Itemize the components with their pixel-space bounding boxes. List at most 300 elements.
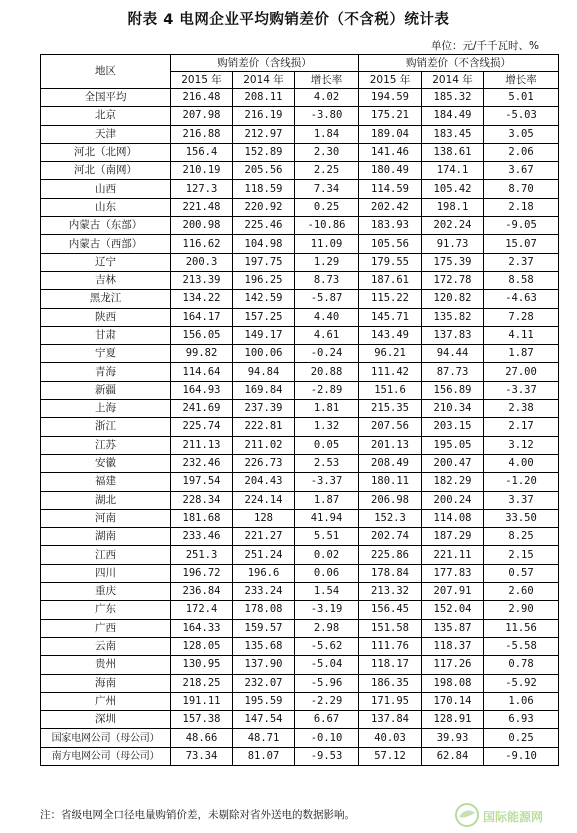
value-cell: -5.96 (295, 674, 359, 692)
value-cell: 6.67 (295, 711, 359, 729)
region-cell: 天津 (41, 125, 171, 143)
value-cell: -9.53 (295, 747, 359, 765)
value-cell: 171.95 (359, 692, 422, 710)
region-cell: 陕西 (41, 308, 171, 326)
value-cell: -5.92 (484, 674, 559, 692)
value-cell: 137.84 (359, 711, 422, 729)
value-cell: 1.81 (295, 400, 359, 418)
value-cell: 172.78 (422, 271, 484, 289)
value-cell: 206.98 (359, 491, 422, 509)
header-2015-a: 2015 年 (171, 72, 233, 89)
value-cell: 120.82 (422, 290, 484, 308)
value-cell: 216.48 (171, 89, 233, 107)
value-cell: 3.05 (484, 125, 559, 143)
value-cell: 156.05 (171, 326, 233, 344)
value-cell: 185.32 (422, 89, 484, 107)
value-cell: 118.17 (359, 656, 422, 674)
value-cell: 114.08 (422, 509, 484, 527)
value-cell: -5.04 (295, 656, 359, 674)
value-cell: 2.37 (484, 253, 559, 271)
region-cell: 全国平均 (41, 89, 171, 107)
value-cell: 0.06 (295, 564, 359, 582)
footnote: 注：省级电网全口径电量购销价差，未剔除对省外送电的数据影响。 (40, 809, 355, 821)
value-cell: 149.17 (233, 326, 295, 344)
value-cell: 175.39 (422, 253, 484, 271)
value-cell: 135.68 (233, 637, 295, 655)
value-cell: 115.22 (359, 290, 422, 308)
table-row (41, 125, 559, 143)
header-2014-b: 2014 年 (422, 72, 484, 89)
value-cell: 15.07 (484, 235, 559, 253)
table-row (41, 235, 559, 253)
value-cell: 198.1 (422, 198, 484, 216)
table-row (41, 143, 559, 161)
value-cell: 7.34 (295, 180, 359, 198)
region-cell: 安徽 (41, 454, 171, 472)
value-cell: 211.02 (233, 436, 295, 454)
value-cell: 96.21 (359, 345, 422, 363)
value-cell: 200.3 (171, 253, 233, 271)
region-cell: 内蒙古（东部） (41, 217, 171, 235)
value-cell: 221.27 (233, 528, 295, 546)
region-cell: 南方电网公司（母公司） (41, 747, 171, 765)
price-diff-table (40, 54, 559, 766)
header-group-with-loss: 购销差价（含线损） (171, 55, 359, 72)
value-cell: 225.86 (359, 546, 422, 564)
value-cell: 2.30 (295, 143, 359, 161)
value-cell: 111.76 (359, 637, 422, 655)
value-cell: -3.80 (295, 107, 359, 125)
value-cell: 226.73 (233, 454, 295, 472)
value-cell: 195.59 (233, 692, 295, 710)
region-cell: 北京 (41, 107, 171, 125)
value-cell: 210.34 (422, 400, 484, 418)
value-cell: 204.43 (233, 473, 295, 491)
value-cell: -5.87 (295, 290, 359, 308)
value-cell: -5.03 (484, 107, 559, 125)
value-cell: -0.24 (295, 345, 359, 363)
region-cell: 广西 (41, 619, 171, 637)
watermark-text: 国际能源网 (483, 810, 544, 824)
header-2015-b: 2015 年 (359, 72, 422, 89)
value-cell: 215.35 (359, 400, 422, 418)
value-cell: -3.37 (295, 473, 359, 491)
value-cell: 191.11 (171, 692, 233, 710)
value-cell: 164.17 (171, 308, 233, 326)
value-cell: 203.15 (422, 418, 484, 436)
value-cell: 159.57 (233, 619, 295, 637)
value-cell: 2.53 (295, 454, 359, 472)
value-cell: 182.29 (422, 473, 484, 491)
region-cell: 河北（南网） (41, 162, 171, 180)
value-cell: 156.45 (359, 601, 422, 619)
value-cell: 0.25 (295, 198, 359, 216)
value-cell: 218.25 (171, 674, 233, 692)
value-cell: 4.11 (484, 326, 559, 344)
region-cell: 青海 (41, 363, 171, 381)
table-row (41, 747, 559, 765)
value-cell: 105.42 (422, 180, 484, 198)
value-cell: 128 (233, 509, 295, 527)
value-cell: 156.4 (171, 143, 233, 161)
value-cell: 208.11 (233, 89, 295, 107)
value-cell: 177.83 (422, 564, 484, 582)
value-cell: -3.19 (295, 601, 359, 619)
value-cell: 135.87 (422, 619, 484, 637)
value-cell: 99.82 (171, 345, 233, 363)
value-cell: 33.50 (484, 509, 559, 527)
table-row (41, 217, 559, 235)
globe-leaf-icon (453, 801, 481, 829)
region-cell: 云南 (41, 637, 171, 655)
value-cell: 105.56 (359, 235, 422, 253)
value-cell: 197.54 (171, 473, 233, 491)
table-row (41, 198, 559, 216)
region-cell: 广东 (41, 601, 171, 619)
unit-label: 单位：元/千千瓦时、% (430, 40, 539, 52)
value-cell: -5.62 (295, 637, 359, 655)
header-group-without-loss: 购销差价（不含线损） (359, 55, 559, 72)
region-cell: 山西 (41, 180, 171, 198)
value-cell: 3.12 (484, 436, 559, 454)
value-cell: 2.17 (484, 418, 559, 436)
value-cell: 0.02 (295, 546, 359, 564)
value-cell: 8.70 (484, 180, 559, 198)
value-cell: 100.06 (233, 345, 295, 363)
value-cell: 1.32 (295, 418, 359, 436)
value-cell: 164.93 (171, 381, 233, 399)
value-cell: 196.6 (233, 564, 295, 582)
value-cell: 1.87 (484, 345, 559, 363)
value-cell: 236.84 (171, 583, 233, 601)
value-cell: 194.59 (359, 89, 422, 107)
value-cell: -4.63 (484, 290, 559, 308)
table-row (41, 180, 559, 198)
value-cell: 137.90 (233, 656, 295, 674)
value-cell: 212.97 (233, 125, 295, 143)
header-growth-a: 增长率 (295, 72, 359, 89)
region-cell: 四川 (41, 564, 171, 582)
watermark (453, 800, 565, 830)
region-cell: 福建 (41, 473, 171, 491)
value-cell: 200.47 (422, 454, 484, 472)
value-cell: 138.61 (422, 143, 484, 161)
value-cell: -1.20 (484, 473, 559, 491)
value-cell: 175.21 (359, 107, 422, 125)
value-cell: 118.59 (233, 180, 295, 198)
value-cell: 169.84 (233, 381, 295, 399)
value-cell: 134.22 (171, 290, 233, 308)
value-cell: 4.40 (295, 308, 359, 326)
value-cell: 164.33 (171, 619, 233, 637)
value-cell: 4.00 (484, 454, 559, 472)
value-cell: 57.12 (359, 747, 422, 765)
table-row (41, 400, 559, 418)
region-cell: 国家电网公司（母公司） (41, 729, 171, 747)
value-cell: 4.61 (295, 326, 359, 344)
value-cell: -5.58 (484, 637, 559, 655)
value-cell: 41.94 (295, 509, 359, 527)
value-cell: 81.07 (233, 747, 295, 765)
value-cell: 172.4 (171, 601, 233, 619)
value-cell: 237.39 (233, 400, 295, 418)
table-row (41, 729, 559, 747)
value-cell: -9.05 (484, 217, 559, 235)
value-cell: 184.49 (422, 107, 484, 125)
value-cell: 0.25 (484, 729, 559, 747)
value-cell: 1.06 (484, 692, 559, 710)
value-cell: 251.24 (233, 546, 295, 564)
region-cell: 河南 (41, 509, 171, 527)
value-cell: 128.05 (171, 637, 233, 655)
value-cell: 202.42 (359, 198, 422, 216)
table-row (41, 692, 559, 710)
value-cell: 207.91 (422, 583, 484, 601)
table-row (41, 601, 559, 619)
value-cell: 0.78 (484, 656, 559, 674)
value-cell: 147.54 (233, 711, 295, 729)
value-cell: 114.59 (359, 180, 422, 198)
value-cell: 116.62 (171, 235, 233, 253)
value-cell: 224.14 (233, 491, 295, 509)
table-row (41, 162, 559, 180)
value-cell: 0.57 (484, 564, 559, 582)
value-cell: 195.05 (422, 436, 484, 454)
value-cell: 4.02 (295, 89, 359, 107)
value-cell: 232.46 (171, 454, 233, 472)
value-cell: 183.93 (359, 217, 422, 235)
value-cell: -2.89 (295, 381, 359, 399)
table-row (41, 528, 559, 546)
region-cell: 深圳 (41, 711, 171, 729)
value-cell: 157.25 (233, 308, 295, 326)
region-cell: 广州 (41, 692, 171, 710)
region-cell: 新疆 (41, 381, 171, 399)
value-cell: 104.98 (233, 235, 295, 253)
value-cell: 2.90 (484, 601, 559, 619)
value-cell: 170.14 (422, 692, 484, 710)
value-cell: 198.08 (422, 674, 484, 692)
value-cell: 130.95 (171, 656, 233, 674)
value-cell: -2.29 (295, 692, 359, 710)
header-region: 地区 (41, 55, 171, 89)
value-cell: 117.26 (422, 656, 484, 674)
value-cell: 157.38 (171, 711, 233, 729)
value-cell: 114.64 (171, 363, 233, 381)
region-cell: 湖北 (41, 491, 171, 509)
value-cell: 207.98 (171, 107, 233, 125)
value-cell: 128.91 (422, 711, 484, 729)
value-cell: 141.46 (359, 143, 422, 161)
value-cell: 137.83 (422, 326, 484, 344)
value-cell: 179.55 (359, 253, 422, 271)
region-cell: 河北（北网） (41, 143, 171, 161)
value-cell: 2.98 (295, 619, 359, 637)
value-cell: 221.48 (171, 198, 233, 216)
region-cell: 甘肃 (41, 326, 171, 344)
value-cell: 200.98 (171, 217, 233, 235)
region-cell: 黑龙江 (41, 290, 171, 308)
value-cell: 233.46 (171, 528, 233, 546)
value-cell: 8.58 (484, 271, 559, 289)
value-cell: 2.15 (484, 546, 559, 564)
value-cell: 180.49 (359, 162, 422, 180)
region-cell: 内蒙古（西部） (41, 235, 171, 253)
value-cell: 220.92 (233, 198, 295, 216)
value-cell: 3.67 (484, 162, 559, 180)
value-cell: 11.56 (484, 619, 559, 637)
value-cell: 1.29 (295, 253, 359, 271)
header-2014-a: 2014 年 (233, 72, 295, 89)
value-cell: 156.89 (422, 381, 484, 399)
value-cell: 143.49 (359, 326, 422, 344)
value-cell: -10.86 (295, 217, 359, 235)
header-growth-b: 增长率 (484, 72, 559, 89)
table-row (41, 619, 559, 637)
value-cell: 151.58 (359, 619, 422, 637)
value-cell: -9.10 (484, 747, 559, 765)
region-cell: 江西 (41, 546, 171, 564)
value-cell: 1.54 (295, 583, 359, 601)
table-row (41, 711, 559, 729)
value-cell: 178.08 (233, 601, 295, 619)
value-cell: 111.42 (359, 363, 422, 381)
value-cell: 216.19 (233, 107, 295, 125)
value-cell: 187.29 (422, 528, 484, 546)
value-cell: 94.84 (233, 363, 295, 381)
table-row (41, 436, 559, 454)
value-cell: 8.25 (484, 528, 559, 546)
value-cell: 202.74 (359, 528, 422, 546)
value-cell: 20.88 (295, 363, 359, 381)
value-cell: 40.03 (359, 729, 422, 747)
value-cell: 196.72 (171, 564, 233, 582)
table-row (41, 253, 559, 271)
table-row (41, 381, 559, 399)
table-row (41, 363, 559, 381)
value-cell: 232.07 (233, 674, 295, 692)
value-cell: 233.24 (233, 583, 295, 601)
value-cell: 202.24 (422, 217, 484, 235)
value-cell: 207.56 (359, 418, 422, 436)
value-cell: 196.25 (233, 271, 295, 289)
table-row (41, 564, 559, 582)
value-cell: 135.82 (422, 308, 484, 326)
region-cell: 江苏 (41, 436, 171, 454)
value-cell: 6.93 (484, 711, 559, 729)
region-cell: 宁夏 (41, 345, 171, 363)
value-cell: 186.35 (359, 674, 422, 692)
value-cell: 211.13 (171, 436, 233, 454)
value-cell: 1.87 (295, 491, 359, 509)
value-cell: -3.37 (484, 381, 559, 399)
value-cell: 0.05 (295, 436, 359, 454)
table-row (41, 473, 559, 491)
value-cell: 205.56 (233, 162, 295, 180)
value-cell: 152.89 (233, 143, 295, 161)
value-cell: 39.93 (422, 729, 484, 747)
value-cell: 142.59 (233, 290, 295, 308)
value-cell: 181.68 (171, 509, 233, 527)
value-cell: 200.24 (422, 491, 484, 509)
table-row (41, 308, 559, 326)
value-cell: 216.88 (171, 125, 233, 143)
value-cell: 3.37 (484, 491, 559, 509)
value-cell: 5.51 (295, 528, 359, 546)
value-cell: 94.44 (422, 345, 484, 363)
region-cell: 山东 (41, 198, 171, 216)
table-row (41, 546, 559, 564)
value-cell: 201.13 (359, 436, 422, 454)
table-row (41, 637, 559, 655)
region-cell: 吉林 (41, 271, 171, 289)
value-cell: 210.19 (171, 162, 233, 180)
table-row (41, 509, 559, 527)
value-cell: 118.37 (422, 637, 484, 655)
value-cell: 213.39 (171, 271, 233, 289)
value-cell: 2.06 (484, 143, 559, 161)
value-cell: 178.84 (359, 564, 422, 582)
value-cell: 48.66 (171, 729, 233, 747)
table-row (41, 454, 559, 472)
value-cell: 11.09 (295, 235, 359, 253)
value-cell: 145.71 (359, 308, 422, 326)
value-cell: 241.69 (171, 400, 233, 418)
value-cell: 251.3 (171, 546, 233, 564)
value-cell: 180.11 (359, 473, 422, 491)
region-cell: 辽宁 (41, 253, 171, 271)
table-row (41, 418, 559, 436)
value-cell: 197.75 (233, 253, 295, 271)
value-cell: 1.84 (295, 125, 359, 143)
value-cell: 225.46 (233, 217, 295, 235)
value-cell: 187.61 (359, 271, 422, 289)
value-cell: 87.73 (422, 363, 484, 381)
value-cell: 222.81 (233, 418, 295, 436)
table-row (41, 345, 559, 363)
table-row (41, 107, 559, 125)
value-cell: 5.01 (484, 89, 559, 107)
value-cell: 189.04 (359, 125, 422, 143)
table-body (41, 89, 559, 766)
value-cell: 2.25 (295, 162, 359, 180)
value-cell: 27.00 (484, 363, 559, 381)
region-cell: 湖南 (41, 528, 171, 546)
value-cell: 62.84 (422, 747, 484, 765)
value-cell: 48.71 (233, 729, 295, 747)
region-cell: 重庆 (41, 583, 171, 601)
value-cell: 73.34 (171, 747, 233, 765)
value-cell: 2.18 (484, 198, 559, 216)
value-cell: 225.74 (171, 418, 233, 436)
table-row (41, 271, 559, 289)
value-cell: 8.73 (295, 271, 359, 289)
table-row (41, 290, 559, 308)
value-cell: 127.3 (171, 180, 233, 198)
value-cell: 152.3 (359, 509, 422, 527)
value-cell: 228.34 (171, 491, 233, 509)
region-cell: 上海 (41, 400, 171, 418)
value-cell: -0.10 (295, 729, 359, 747)
value-cell: 152.04 (422, 601, 484, 619)
table-row (41, 674, 559, 692)
value-cell: 174.1 (422, 162, 484, 180)
page-title: 附表 4 电网企业平均购销差价（不含税）统计表 (127, 12, 450, 28)
value-cell: 91.73 (422, 235, 484, 253)
region-cell: 浙江 (41, 418, 171, 436)
table-row (41, 326, 559, 344)
table-row (41, 89, 559, 107)
